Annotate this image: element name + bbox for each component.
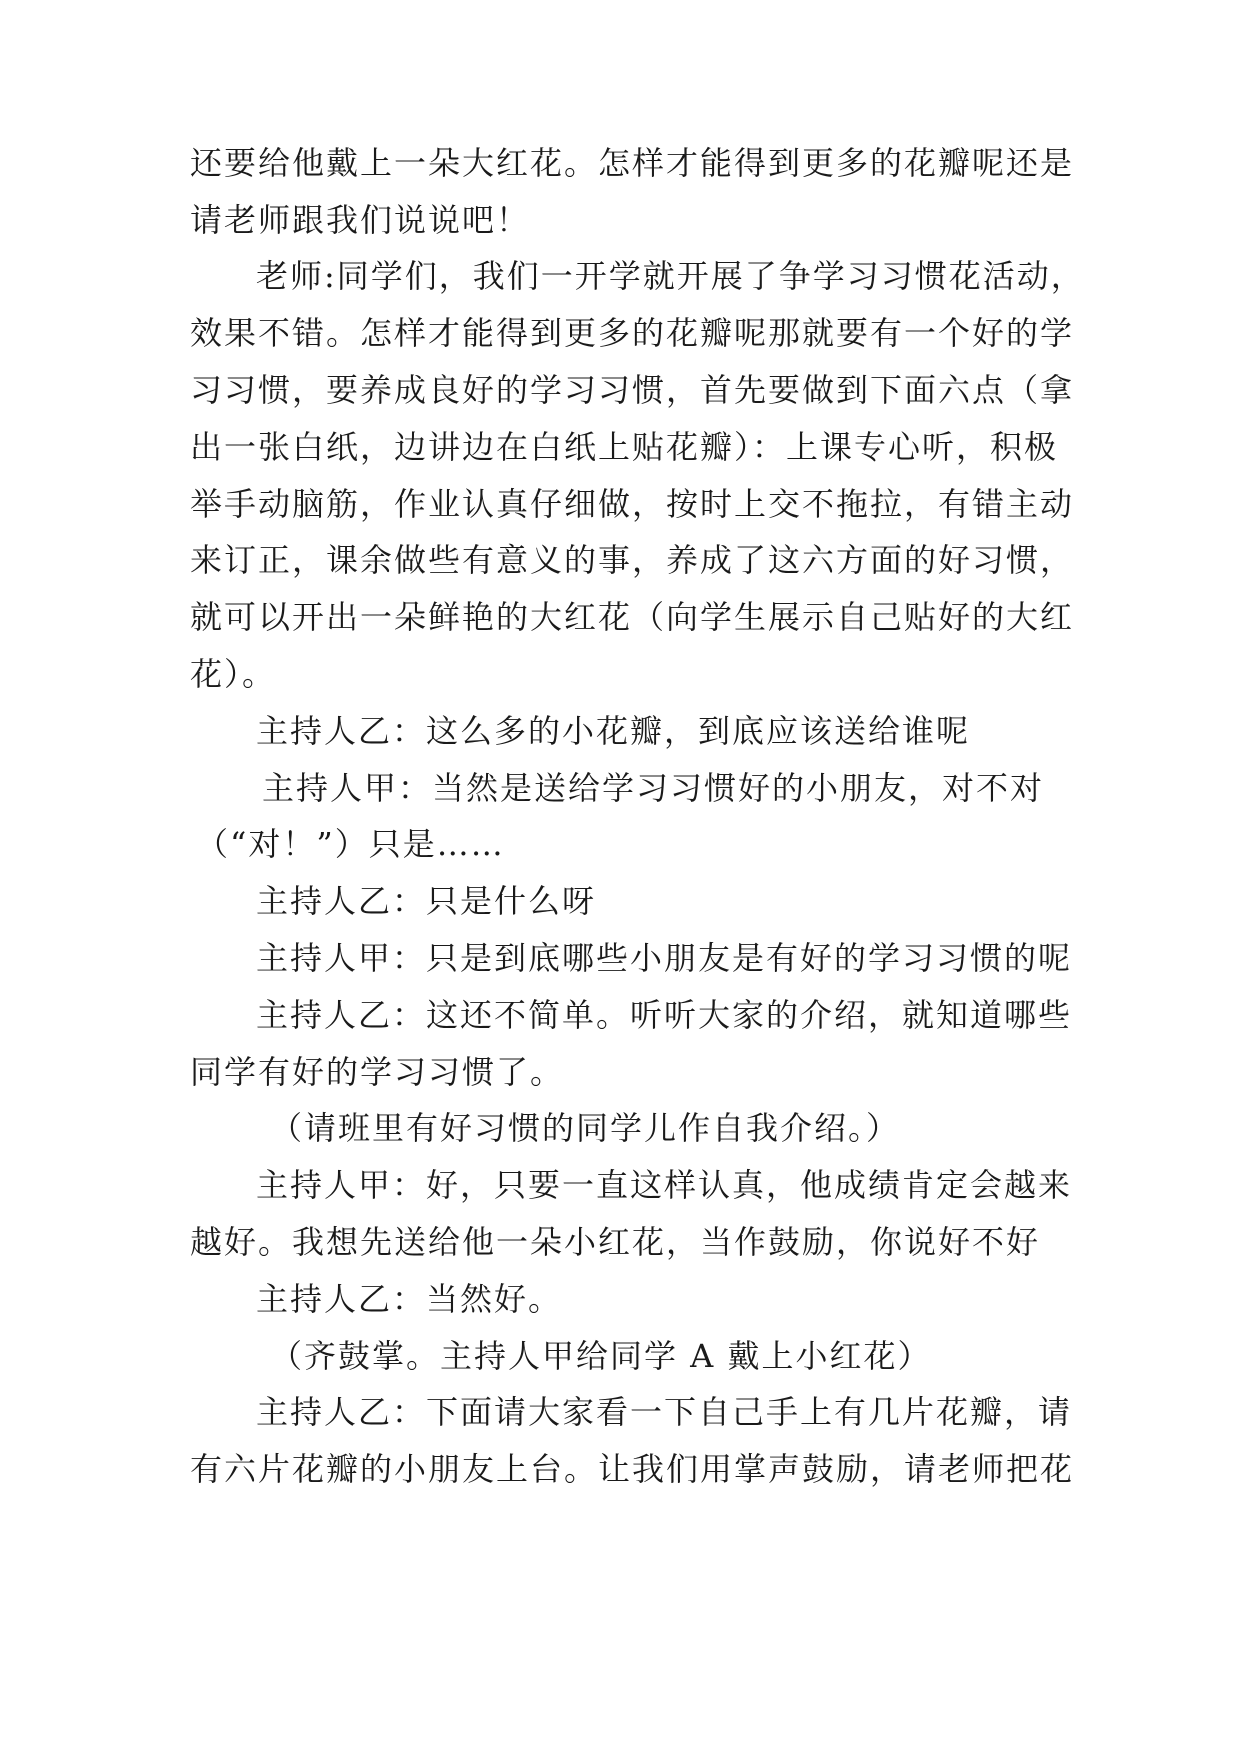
text-line: 主持人乙：这还不简单。听听大家的介绍，就知道哪些 bbox=[256, 996, 1073, 1034]
text-line: （齐鼓掌。主持人甲给同学 A 戴上小红花） bbox=[270, 1337, 932, 1375]
text-line: 花）。 bbox=[190, 655, 277, 693]
text-line: 主持人乙：下面请大家看一下自己手上有几片花瓣，请 bbox=[256, 1393, 1073, 1431]
text-line: 出一张白纸，边讲边在白纸上贴花瓣）：上课专心听，积极 bbox=[190, 428, 1059, 466]
text-line: 有六片花瓣的小朋友上台。让我们用掌声鼓励，请老师把花 bbox=[190, 1450, 1075, 1488]
text-line: 举手动脑筋，作业认真仔细做，按时上交不拖拉，有错主动 bbox=[190, 485, 1075, 523]
text-line: 效果不错。怎样才能得到更多的花瓣呢那就要有一个好的学 bbox=[190, 314, 1075, 352]
text-line: 习习惯，要养成良好的学习习惯，首先要做到下面六点（拿 bbox=[190, 371, 1075, 409]
text-line: 主持人乙：只是什么呀 bbox=[256, 882, 597, 920]
text-line: 主持人甲：只是到底哪些小朋友是有好的学习习惯的呢 bbox=[256, 939, 1073, 977]
text-line: 主持人乙：当然好。 bbox=[256, 1280, 563, 1318]
text-line: 同学有好的学习习惯了。 bbox=[190, 1053, 565, 1091]
text-line: 请老师跟我们说说吧！ bbox=[190, 201, 531, 239]
text-line: 老师:同学们，我们一开学就开展了争学习习惯花活动， bbox=[256, 257, 1085, 295]
text-line: 还要给他戴上一朵大红花。怎样才能得到更多的花瓣呢还是 bbox=[190, 144, 1075, 182]
text-line: （“对！”）只是…… bbox=[196, 825, 505, 863]
text-line: 就可以开出一朵鲜艳的大红花（向学生展示自己贴好的大红 bbox=[190, 598, 1075, 636]
text-line: 主持人甲：当然是送给学习习惯好的小朋友，对不对 bbox=[262, 769, 1045, 807]
text-line: （请班里有好习惯的同学儿作自我介绍。） bbox=[270, 1109, 901, 1147]
text-line: 主持人甲：好，只要一直这样认真，他成绩肯定会越来 bbox=[256, 1166, 1073, 1204]
text-line: 越好。我想先送给他一朵小红花，当作鼓励，你说好不好 bbox=[190, 1223, 1041, 1261]
text-line: 来订正，课余做些有意义的事，养成了这六方面的好习惯， bbox=[190, 541, 1075, 579]
text-line: 主持人乙：这么多的小花瓣，到底应该送给谁呢 bbox=[256, 712, 971, 750]
